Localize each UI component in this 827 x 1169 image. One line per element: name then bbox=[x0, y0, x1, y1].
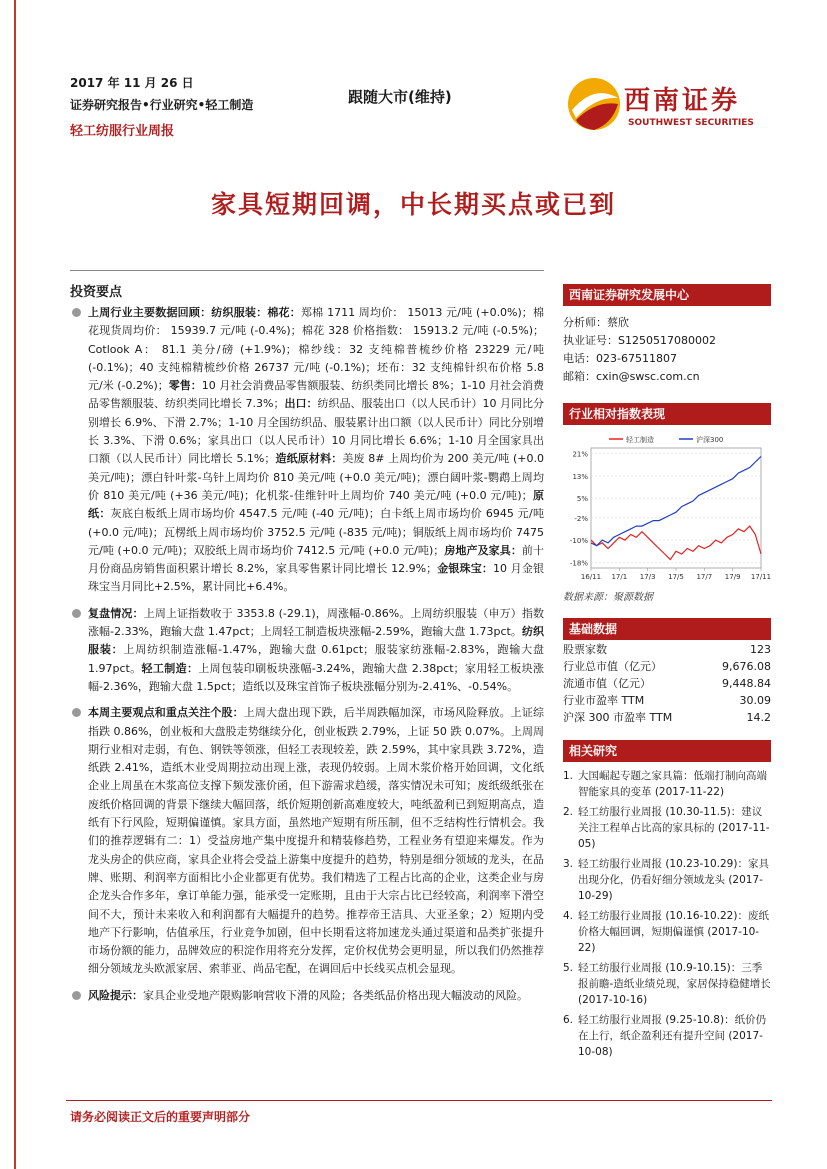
research-item[interactable] bbox=[563, 908, 771, 956]
research-num: 6. bbox=[563, 1014, 574, 1026]
para-text: 纺织品、服装出口（以人民币计）10 月同比分别增长 6.9%、下滑 2.7%；1-10 月全国纺织品、服装累计出口额（以人民币计）同比分别增长 3.3%、下滑 0.6%；家具出口（以人民币计）10 月同比增长 6.6%；1-10 月全国家具出口额（以人民币计）同比增长 5.1%； bbox=[88, 397, 545, 466]
para-label: 复盘情况： bbox=[88, 606, 144, 620]
x-tick-label: 17/5 bbox=[668, 573, 684, 581]
research-num: 2. bbox=[563, 806, 574, 818]
basic-value: 9,676.08 bbox=[722, 660, 771, 673]
x-tick-label: 17/1 bbox=[611, 573, 628, 581]
basic-label: 行业总市值（亿元） bbox=[563, 660, 662, 673]
bullet-icon bbox=[72, 991, 81, 1000]
basic-row bbox=[563, 692, 771, 709]
para-sublabel: 造纸原材料： bbox=[275, 452, 343, 466]
page-title: 家具短期回调，中长期买点或已到 bbox=[210, 190, 616, 219]
bullet-icon bbox=[72, 308, 81, 317]
research-item[interactable] bbox=[563, 804, 771, 852]
research-text: 轻工纺服行业周报 (10.23-10.29)：家具出现分化，仍看好细分领域龙头 (2017-10-29) bbox=[578, 858, 769, 902]
basic-value: 30.09 bbox=[739, 694, 771, 707]
para-sublabel: 零售： bbox=[168, 379, 202, 393]
legend-label: 沪深300 bbox=[696, 436, 724, 444]
basic-label: 股票家数 bbox=[563, 643, 607, 656]
research-text: 轻工纺服行业周报 (10.9-10.15)：三季报前瞻-造纸业绩兑现，家居保持稳健增长 (2017-10-16) bbox=[578, 962, 771, 1006]
para-text: 上周包装印刷板块涨幅-3.24%，跑输大盘 2.38pct；家用轻工板块涨幅-2.36%，跑输大盘 1.5pct；造纸以及珠宝首饰子板块涨幅分别为-2.41%、-0.54%。 bbox=[88, 661, 544, 693]
rating: 跟随大市(维持) bbox=[348, 88, 452, 106]
paragraph-risk bbox=[70, 987, 544, 1005]
y-tick-label: -10% bbox=[569, 537, 588, 546]
y-tick-label: -18% bbox=[569, 559, 588, 568]
basic-label: 行业市盈率 TTM bbox=[563, 694, 645, 707]
paragraph-data-review bbox=[70, 304, 544, 597]
research-text: 大国崛起专题之家具篇：低端打制向高端智能家具的变革 (2017-11-22) bbox=[578, 770, 767, 798]
research-item[interactable] bbox=[563, 960, 771, 1008]
para-text: 上周上证指数收于 3353.8 (-29.1)，周涨幅-0.86%。上周纺织服装（申万）指数涨幅-2.33%，跑输大盘 1.47pct；上周轻工制造板块涨幅-2.59%，跑输大盘 1.73pct。 bbox=[88, 606, 544, 639]
para-text: 美废 8# 上周均价为 200 美元/吨 (+0.0 美元/吨)；漂白针叶浆-乌针上周均价 810 美元/吨 (+0.0 美元/吨)；漂白阔叶浆-鹦鹉上周均价 810 美元/吨 (+36 美元/吨)；化机浆-佳维针叶上周均价 740 美元/吨 (+0.0 元/吨)； bbox=[88, 452, 544, 502]
y-tick-label: 21% bbox=[572, 450, 588, 459]
research-text: 轻工纺服行业周报 (9.25-10.8)：纸价仍在上行，纸企盈利还有提升空间 (2017-10-08) bbox=[578, 1014, 767, 1058]
bullet-icon bbox=[72, 708, 81, 717]
x-tick-label: 17/11 bbox=[750, 573, 772, 581]
basic-label: 沪深 300 市盈率 TTM bbox=[563, 711, 673, 724]
para-sublabel: 房地产及家具： bbox=[444, 543, 522, 557]
para-text: 上周大盘出现下跌，后半周跌幅加深，市场风险释放。上证综指跌 0.86%，创业板和大盘股走势继续分化，创业板跌 2.79%，上证 50 跌 0.07%。上周周期行业相对走弱，有色、钢铁等领涨，但轻工表现较差，跌 2.59%，其中家具跌 3.72%，造纸跌 2.41%，造纸木业受周期拉动出现上涨，表现仍较弱。上周木浆价格开始回调，文化纸企业上周虽在木浆高位支撑下频发涨价函，但下游需求趋缓，落实情况未可知；废纸级纸张在废纸价格回调的背景下继续大幅回落，纸价短期创新高难度较大，吨纸盈利已到短期高点，造纸有下行风险，短期偏谨慎。家具方面，虽然地产短期有所压制，但不乏结构性行情机会。我们的推荐逻辑有二：1）受益房地产集中度提升和精装修趋势，工程业务有望迎来爆发。作为龙头房企的供应商，家具企业将会受益上游集中度提升的趋势，特别是细分领域的龙头，在品牌、账期、利润率方面相比小企业都更有优势。我们精选了工程占比高的企业，这类企业与房企龙头合作多年，拿订单能力强，能承受一定账期，且由于大宗占比已经较高，利润率下滑空间不大，预计未来收入和利润都有大幅提升的趋势。推荐帝王洁具、大亚圣象；2）短期内受地产下行影响，估值承压，行业竞争加剧，但中长期看这将加速龙头通过渠道和品类扩张提升市场份额的能力，品牌效应的积淀作用将充分发挥，定价权优势会更明显，所以我们仍然推荐细分领域龙头欧派家居、索菲亚、尚品宅配，在调回后中长线买点机会显现。 bbox=[88, 706, 544, 976]
para-sublabel: 纺织服装： bbox=[211, 306, 268, 319]
para-text: 郑棉 1711 周均价： 15013 元/吨 (+0.0%)；棉花现货周均价： 15939.7 元/吨 (-0.4%)；棉花 328 价格指数： 15913.2 元/吨 (-0.5%)；Cotlook A： 81.1 美分/磅 (+1.9%)；棉纱线：32 支纯棉普梳纱价格 23229 元/吨 (-0.1%)；40 支纯棉精梳纱价格 26737 元/吨 (-0.1%)；坯布：32 支纯棉针织布价格 5.8 元/米 (-0.2%)； bbox=[88, 306, 545, 393]
research-item[interactable] bbox=[563, 856, 771, 904]
para-sublabel: 轻工制造： bbox=[141, 661, 199, 675]
x-tick-label: 17/3 bbox=[639, 573, 656, 581]
x-tick-label: 16/11 bbox=[580, 573, 602, 581]
main-content bbox=[70, 304, 544, 1013]
related-research-header: 相关研究 bbox=[563, 740, 771, 762]
basic-row bbox=[563, 709, 771, 726]
analyst-email[interactable]: 邮箱：cxin@swsc.com.cn bbox=[563, 370, 700, 383]
basic-value: 123 bbox=[750, 643, 771, 656]
basic-data-header: 基础数据 bbox=[563, 618, 771, 640]
x-tick-label: 17/9 bbox=[724, 573, 741, 581]
report-date: 2017 年 11 月 26 日 bbox=[70, 76, 194, 90]
para-sublabel: 纺织服装： bbox=[88, 625, 545, 657]
section-title: 投资要点 bbox=[70, 285, 123, 300]
research-text: 轻工纺服行业周报 (10.16-10.22)：废纸价格大幅回调，短期偏谨慎 (2017-10-22) bbox=[578, 910, 769, 954]
report-type: 证券研究报告•行业研究•轻工制造 bbox=[70, 98, 254, 112]
basic-row bbox=[563, 675, 771, 692]
para-text: 灰底白板纸上周市场均价 4547.5 元/吨 (-40 元/吨)；白卡纸上周市场均价 6945 元/吨 (+0.0 元/吨)；瓦楞纸上周市场均价 3752.5 元/吨 (-835 元/吨)；铜版纸上周市场均价 7475 元/吨 (+0.0 元/吨)；双胶纸上周市场均价 7412.5 元/吨 (+0.0 元/吨)； bbox=[88, 507, 545, 557]
analyst-info bbox=[563, 314, 771, 386]
para-text: 家具企业受地产限购影响营收下滑的风险；各类纸品价格出现大幅波动的风险。 bbox=[143, 988, 528, 1002]
para-label: 本周主要观点和重点关注个股： bbox=[88, 706, 244, 720]
logo-emblem-icon bbox=[566, 74, 622, 134]
para-text: 10 月社会消费品零售额服装、纺织类同比增长 8%；1-10 月社会消费品零售额服装、纺织类同比增长 7.3%； bbox=[88, 379, 544, 411]
chart-header: 行业相对指数表现 bbox=[563, 403, 771, 425]
basic-row bbox=[563, 641, 771, 658]
logo-cn-text: 西南证券 bbox=[624, 86, 741, 116]
report-series: 轻工纺服行业周报 bbox=[70, 124, 175, 139]
research-num: 5. bbox=[563, 962, 574, 974]
bullet-icon bbox=[72, 609, 81, 618]
relative-index-chart bbox=[561, 428, 773, 588]
para-text: 10 月金银珠宝当月同比+2.5%，累计同比+6.4%。 bbox=[88, 562, 544, 594]
paragraph-views bbox=[70, 704, 544, 978]
basic-data-table bbox=[563, 641, 771, 726]
analyst-phone: 电话：023-67511807 bbox=[563, 352, 677, 365]
research-text: 轻工纺服行业周报 (10.30-11.5)：建议关注工程单占比高的家具标的 (2017-11-05) bbox=[578, 806, 770, 850]
x-tick-label: 17/7 bbox=[696, 573, 713, 581]
y-tick-label: 13% bbox=[572, 472, 588, 481]
footer-disclaimer: 请务必阅读正文后的重要声明部分 bbox=[70, 1110, 251, 1124]
basic-row bbox=[563, 658, 771, 675]
basic-value: 14.2 bbox=[746, 711, 771, 724]
divider bbox=[70, 270, 544, 271]
left-accent-bar bbox=[14, 0, 16, 1169]
para-sublabel: 棉花： bbox=[267, 306, 301, 319]
chart-frame bbox=[591, 448, 761, 568]
chart-svg bbox=[561, 428, 773, 588]
footer-divider bbox=[66, 1100, 772, 1101]
research-num: 3. bbox=[563, 858, 574, 870]
para-sublabel: 金银珠宝： bbox=[437, 562, 494, 576]
related-research-list bbox=[563, 768, 771, 1064]
basic-value: 9,448.84 bbox=[722, 677, 771, 690]
series-line-light-industry bbox=[591, 526, 761, 560]
y-tick-label: 5% bbox=[576, 495, 588, 504]
para-text: 上周纺织制造涨幅-1.47%，跑输大盘 0.61pct；服装家纺涨幅-2.83%，跑输大盘 1.97pct。 bbox=[88, 643, 544, 675]
para-sublabel: 出口： bbox=[284, 397, 318, 411]
para-text: 前十月份商品房销售面积累计增长 8.2%，家具零售累计同比增长 12.9%； bbox=[88, 543, 544, 576]
research-num: 4. bbox=[563, 910, 574, 922]
legend-label: 轻工制造 bbox=[626, 436, 654, 444]
analyst-license: 执业证号：S1250517080002 bbox=[563, 334, 716, 347]
analyst-name: 分析师：蔡欣 bbox=[563, 316, 629, 329]
company-logo bbox=[566, 74, 766, 134]
para-label: 上周行业主要数据回顾： bbox=[88, 306, 212, 319]
para-sublabel: 原纸： bbox=[88, 488, 544, 521]
paragraph-market-review bbox=[70, 605, 544, 696]
para-label: 风险提示： bbox=[88, 988, 143, 1002]
research-center-header: 西南证券研究发展中心 bbox=[563, 284, 771, 306]
research-item[interactable] bbox=[563, 768, 771, 800]
research-num: 1. bbox=[563, 770, 574, 782]
chart-source: 数据来源：聚源数据 bbox=[563, 592, 653, 603]
logo-en-text: SOUTHWEST SECURITIES bbox=[628, 118, 754, 128]
y-tick-label: -2% bbox=[574, 514, 588, 523]
basic-label: 流通市值（亿元） bbox=[563, 677, 651, 690]
research-item[interactable] bbox=[563, 1012, 771, 1060]
